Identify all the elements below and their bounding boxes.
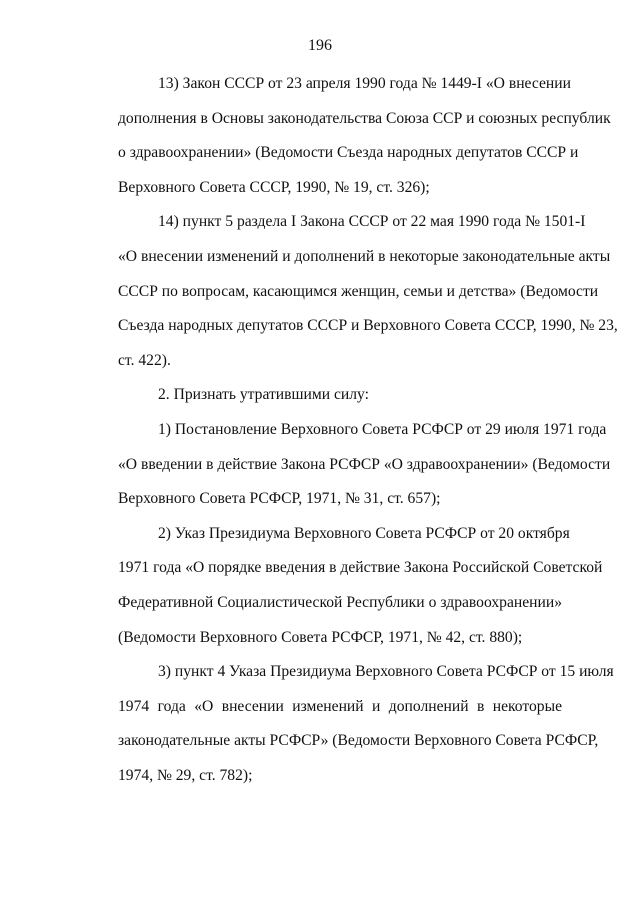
text-line: 3) пункт 4 Указа Президиума Верховного Совета РСФСР от 15 июля: [158, 663, 614, 681]
text-line: Верховного Совета РСФСР, 1971, № 31, ст. 657);: [118, 490, 441, 508]
text-line: 1974, № 29, ст. 782);: [118, 766, 253, 784]
text-line: 2. Признать утратившими силу:: [158, 386, 369, 404]
text-line: 1) Постановление Верховного Совета РСФСР от 29 июля 1971 года: [158, 420, 607, 438]
text-line: Федеративной Социалистической Республики о здравоохранении»: [118, 593, 562, 611]
text-line: (Ведомости Верховного Совета РСФСР, 1971, № 42, ст. 880);: [118, 628, 523, 646]
list-item-14: [78, 205, 618, 378]
text-line: ст. 422).: [118, 351, 171, 369]
text-line: 2) Указ Президиума Верховного Совета РСФСР от 20 октября: [158, 524, 570, 542]
list-item-2: [78, 517, 603, 655]
text-line: дополнения в Основы законодательства Союза ССР и союзных республик: [118, 109, 611, 127]
list-item-13: [78, 67, 611, 205]
text-line: «О внесении изменений и дополнений в некоторые законодательные акты: [118, 247, 611, 265]
text-line: о здравоохранении» (Ведомости Съезда народных депутатов СССР и: [118, 144, 579, 162]
document-body: [78, 67, 618, 793]
text-line: «О введении в действие Закона РСФСР «О здравоохранении» (Ведомости: [118, 455, 611, 473]
page-number: 196: [308, 37, 332, 54]
text-line: СССР по вопросам, касающимся женщин, семьи и детства» (Ведомости: [118, 282, 599, 300]
text-line: 1971 года «О порядке введения в действие Закона Российской Советской: [118, 559, 603, 577]
text-line: Верховного Совета СССР, 1990, № 19, ст. 326);: [118, 178, 430, 196]
list-item-3: [78, 655, 614, 793]
list-item-1: [78, 413, 611, 517]
text-line: 13) Закон СССР от 23 апреля 1990 года № 1449-I «О внесении: [158, 75, 571, 92]
section-heading-2: [78, 378, 562, 413]
text-line: законодательные акты РСФСР» (Ведомости Верховного Совета РСФСР,: [118, 732, 599, 750]
text-line: 14) пункт 5 раздела I Закона СССР от 22 мая 1990 года № 1501-I: [158, 213, 586, 231]
text-line: Съезда народных депутатов СССР и Верховного Совета СССР, 1990, № 23,: [118, 317, 618, 335]
text-line: 1974 года «О внесении изменений и дополнений в некоторые: [118, 697, 562, 715]
